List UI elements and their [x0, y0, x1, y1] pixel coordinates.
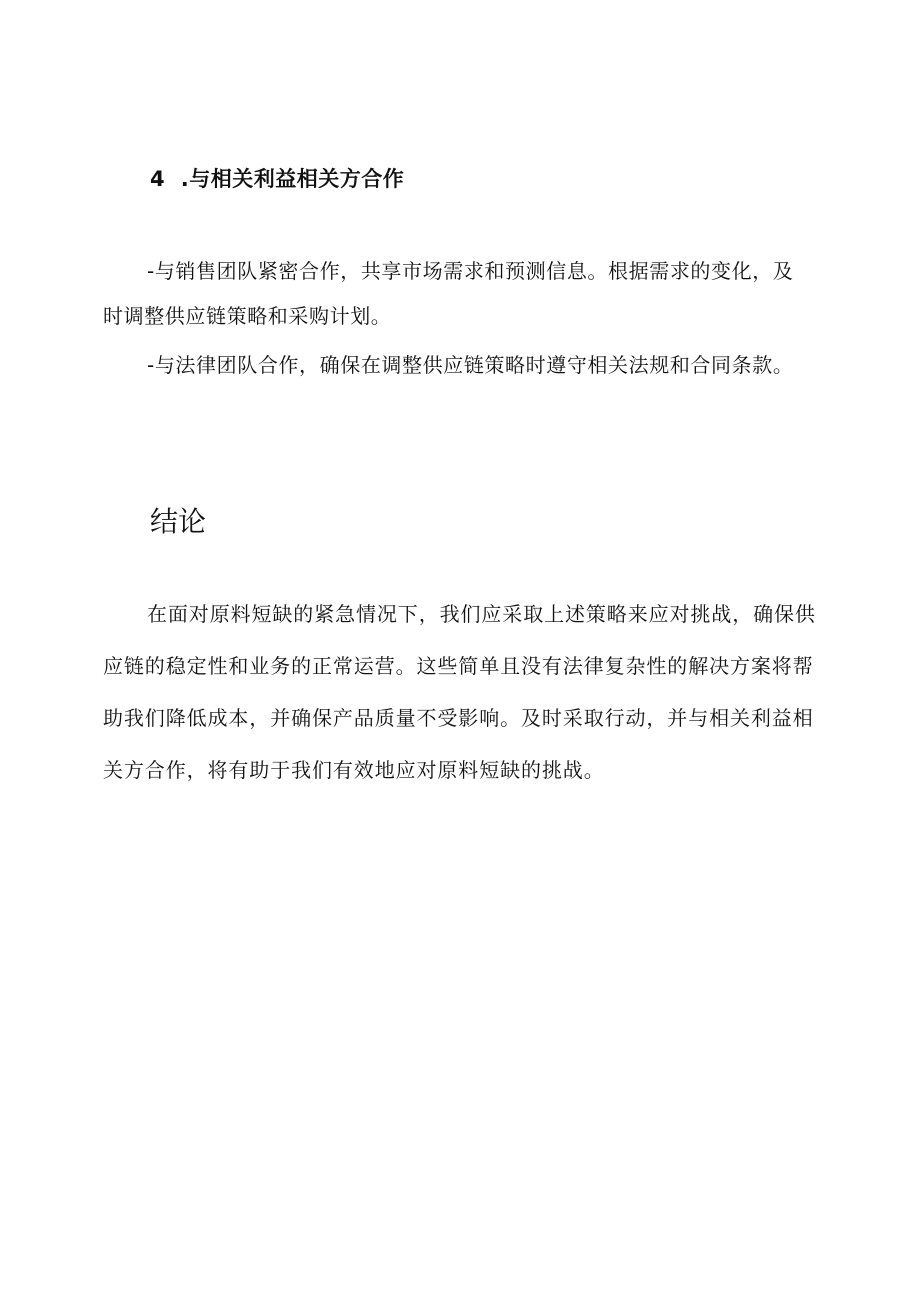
- paragraph-sales-cooperation: -与销售团队紧密合作，共享市场需求和预测信息。根据需求的变化，及时调整供应链策略和采购计划。: [103, 259, 794, 328]
- conclusion-title: 结论: [150, 505, 207, 538]
- conclusion-paragraph: 在面对原料短缺的紧急情况下，我们应采取上述策略来应对挑战，确保供应链的稳定性和业务的正常运营。这些简单且没有法律复杂性的解决方案将帮助我们降低成本，并确保产品质量不受影响。及时采取行动，并与相关利益相关方合作，将有助于我们有效地应对原料短缺的挑战。: [103, 602, 816, 782]
- section-heading: 4 .与相关利益相关方合作: [150, 167, 405, 191]
- paragraph-legal-cooperation: -与法律团队合作，确保在调整供应链策略时遵守相关法规和合同条款。: [147, 353, 794, 377]
